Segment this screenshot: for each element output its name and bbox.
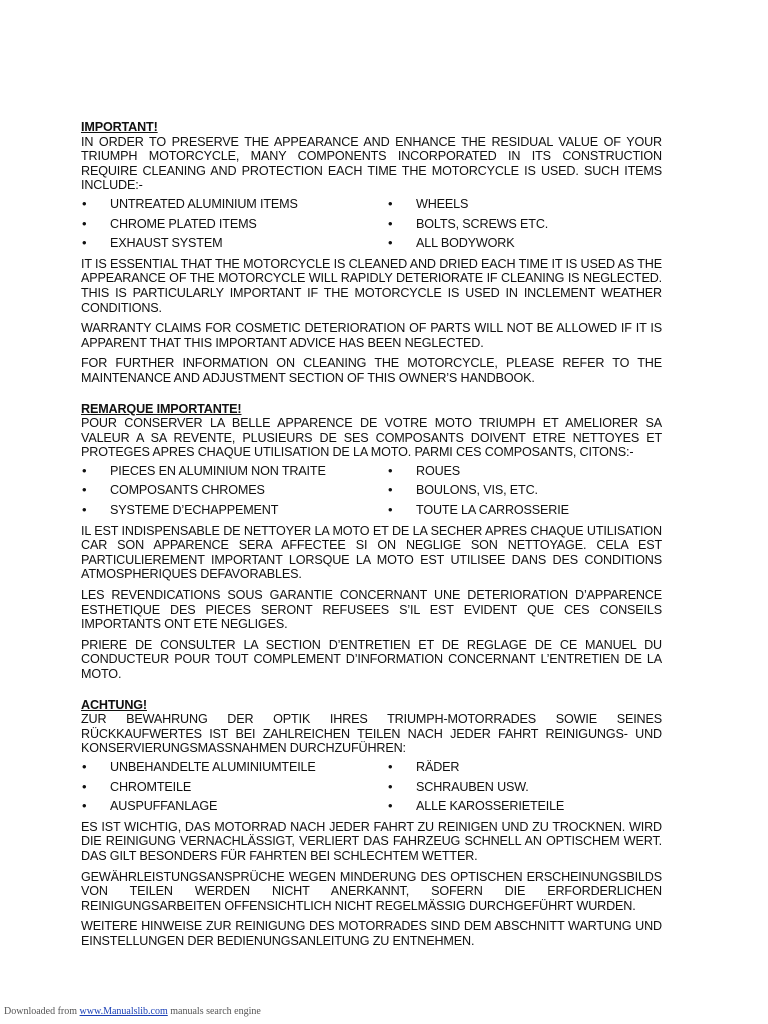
bullet-item xyxy=(387,760,662,775)
bullet-item xyxy=(81,197,387,212)
bullet-text: PIECES EN ALUMINIUM NON TRAITE xyxy=(110,463,326,478)
bullet-icon: • xyxy=(82,195,87,211)
download-footer xyxy=(4,1006,261,1017)
bullet-icon: • xyxy=(388,758,393,774)
bullet-list xyxy=(81,197,662,251)
bullet-item xyxy=(81,503,387,518)
section-heading: ACHTUNG! xyxy=(81,697,147,712)
bullet-item xyxy=(81,799,387,814)
bullet-text: WHEELS xyxy=(416,196,469,211)
manualslib-link[interactable]: www.Manualslib.com xyxy=(79,1006,168,1017)
section-heading: IMPORTANT! xyxy=(81,120,158,134)
bullet-text: EXHAUST SYSTEM xyxy=(110,236,223,251)
bullet-item xyxy=(387,503,662,518)
bullet-icon: • xyxy=(388,798,393,814)
body-paragraph: WEITERE HINWEISE ZUR REINIGUNG DES MOTORRADES SIND DEM ABSCHNITT WARTUNG UND EINSTELLUNGEN DER BEDIENUNGSANLEITUNG ZU ENTNEHMEN. xyxy=(81,919,662,948)
bullet-item xyxy=(81,217,387,232)
footer-suffix: manuals search engine xyxy=(167,1006,261,1017)
bullet-icon: • xyxy=(388,215,393,231)
bullet-text: RÄDER xyxy=(416,759,460,774)
bullet-text: BOULONS, VIS, ETC. xyxy=(416,483,538,498)
bullet-icon: • xyxy=(82,235,87,251)
bullet-text: BOLTS, SCREWS ETC. xyxy=(416,216,549,231)
bullet-icon: • xyxy=(82,482,87,498)
bullet-list xyxy=(81,760,662,814)
body-paragraph: FOR FURTHER INFORMATION ON CLEANING THE MOTORCYCLE, PLEASE REFER TO THE MAINTENANCE AND ADJUSTMENT SECTION OF THIS OWNER’S HANDBOOK. xyxy=(81,356,662,385)
bullet-icon: • xyxy=(82,502,87,518)
intro-paragraph: ZUR BEWAHRUNG DER OPTIK IHRES TRIUMPH-MOTORRADES SOWIE SEINES RÜCKKAUFWERTES IST BEI ZAHLREICHEN TEILEN NACH JEDER FAHRT REINIGUNGS- UND KONSERVIERUNGSMASSNAHMEN DURCHZUFÜHREN: xyxy=(81,712,662,756)
bullet-item xyxy=(387,217,662,232)
section-french xyxy=(81,402,662,682)
bullet-item xyxy=(81,464,387,479)
bullet-icon: • xyxy=(388,482,393,498)
bullet-icon: • xyxy=(82,778,87,794)
bullet-item xyxy=(81,483,387,498)
bullet-icon: • xyxy=(388,195,393,211)
bullet-text: ROUES xyxy=(416,463,461,478)
intro-paragraph: IN ORDER TO PRESERVE THE APPEARANCE AND ENHANCE THE RESIDUAL VALUE OF YOUR TRIUMPH MOTORCYCLE, MANY COMPONENTS INCORPORATED IN ITS CONSTRUCTION REQUIRE CLEANING AND PROTECTION EACH TIME THE MOTORCYCLE IS USED. SUCH ITEMS INCLUDE:- xyxy=(81,134,662,193)
body-paragraph: GEWÄHRLEISTUNGSANSPRÜCHE WEGEN MINDERUNG DES OPTISCHEN ERSCHEINUNGSBILDS VON TEILEN WERDEN NICHT ANERKANNT, SOFERN DIE ERFORDERLICHEN REINIGUNGSARBEITEN OFFENSICHTLICH NICHT REGELMÄSSIG DURCHGEFÜHRT WURDEN. xyxy=(81,869,662,913)
bullet-item xyxy=(81,780,387,795)
section-german xyxy=(81,698,662,949)
bullet-item xyxy=(387,799,662,814)
bullet-icon: • xyxy=(388,462,393,478)
body-paragraph: ES IST WICHTIG, DAS MOTORRAD NACH JEDER FAHRT ZU REINIGEN UND ZU TROCKNEN. WIRD DIE REINIGUNG VERNACHLÄSSIGT, VERLIERT DAS FAHRZEUG SCHNELL AN OPTISCHEM WERT. DAS GILT BESONDERS FÜR FAHRTEN BEI SCHLECHTEM WETTER. xyxy=(81,819,662,863)
bullet-item xyxy=(387,464,662,479)
bullet-text: UNBEHANDELTE ALUMINIUMTEILE xyxy=(110,759,316,774)
bullet-text: AUSPUFFANLAGE xyxy=(110,799,218,814)
bullet-text: CHROMTEILE xyxy=(110,779,192,794)
bullet-list xyxy=(81,464,662,518)
bullet-item xyxy=(387,780,662,795)
bullet-icon: • xyxy=(82,215,87,231)
bullet-text: SCHRAUBEN USW. xyxy=(416,779,529,794)
document-page xyxy=(81,120,662,965)
bullet-icon: • xyxy=(388,235,393,251)
bullet-text: ALL BODYWORK xyxy=(416,236,515,251)
bullet-item xyxy=(387,236,662,251)
section-heading: REMARQUE IMPORTANTE! xyxy=(81,401,242,416)
bullet-item xyxy=(387,483,662,498)
body-paragraph: WARRANTY CLAIMS FOR COSMETIC DETERIORATION OF PARTS WILL NOT BE ALLOWED IF IT IS APPARENT THAT THIS IMPORTANT ADVICE HAS BEEN NEGLECTED. xyxy=(81,321,662,350)
bullet-icon: • xyxy=(388,778,393,794)
intro-paragraph: POUR CONSERVER LA BELLE APPARENCE DE VOTRE MOTO TRIUMPH ET AMELIORER SA VALEUR A SA REVENTE, PLUSIEURS DE SES COMPOSANTS DOIVENT ETRE NETTOYES ET PROTEGES APRES CHAQUE UTILISATION DE LA MOTO. PARMI CES COMPOSANTS, CITONS:- xyxy=(81,416,662,460)
bullet-text: TOUTE LA CARROSSERIE xyxy=(416,503,569,518)
bullet-text: UNTREATED ALUMINIUM ITEMS xyxy=(110,196,298,211)
body-paragraph: LES REVENDICATIONS SOUS GARANTIE CONCERNANT UNE DETERIORATION D’APPARENCE ESTHETIQUE DES PIECES SERONT REFUSEES S’IL EST EVIDENT QUE CES CONSEILS IMPORTANTS ONT ETE NEGLIGES. xyxy=(81,588,662,632)
bullet-text: ALLE KAROSSERIETEILE xyxy=(416,799,565,814)
body-paragraph: IL EST INDISPENSABLE DE NETTOYER LA MOTO ET DE LA SECHER APRES CHAQUE UTILISATION CAR SON APPARENCE SERA AFFECTEE SI ON NEGLIGE SON NETTOYAGE. CELA EST PARTICULIEREMENT IMPORTANT LORSQUE LA MOTO EST UTILISEE DANS DES CONDITIONS ATMOSPHERIQUES DEFAVORABLES. xyxy=(81,523,662,582)
bullet-icon: • xyxy=(82,758,87,774)
bullet-item xyxy=(81,760,387,775)
bullet-text: CHROME PLATED ITEMS xyxy=(110,216,257,231)
footer-prefix: Downloaded from xyxy=(4,1006,80,1017)
bullet-icon: • xyxy=(82,462,87,478)
body-paragraph: PRIERE DE CONSULTER LA SECTION D’ENTRETIEN ET DE REGLAGE DE CE MANUEL DU CONDUCTEUR POUR TOUT COMPLEMENT D’INFORMATION CONCERNANT L’ENTRETIEN DE LA MOTO. xyxy=(81,637,662,681)
bullet-item xyxy=(81,236,387,251)
bullet-icon: • xyxy=(82,798,87,814)
body-paragraph: IT IS ESSENTIAL THAT THE MOTORCYCLE IS CLEANED AND DRIED EACH TIME IT IS USED AS THE APPEARANCE OF THE MOTORCYCLE WILL RAPIDLY DETERIORATE IF CLEANING IS NEGLECTED. THIS IS PARTICULARLY IMPORTANT IF THE MOTORCYCLE IS USED IN INCLEMENT WEATHER CONDITIONS. xyxy=(81,256,662,315)
bullet-text: SYSTEME D’ECHAPPEMENT xyxy=(110,503,279,518)
bullet-item xyxy=(387,197,662,212)
section-english xyxy=(81,120,662,386)
bullet-text: COMPOSANTS CHROMES xyxy=(110,483,265,498)
bullet-icon: • xyxy=(388,502,393,518)
